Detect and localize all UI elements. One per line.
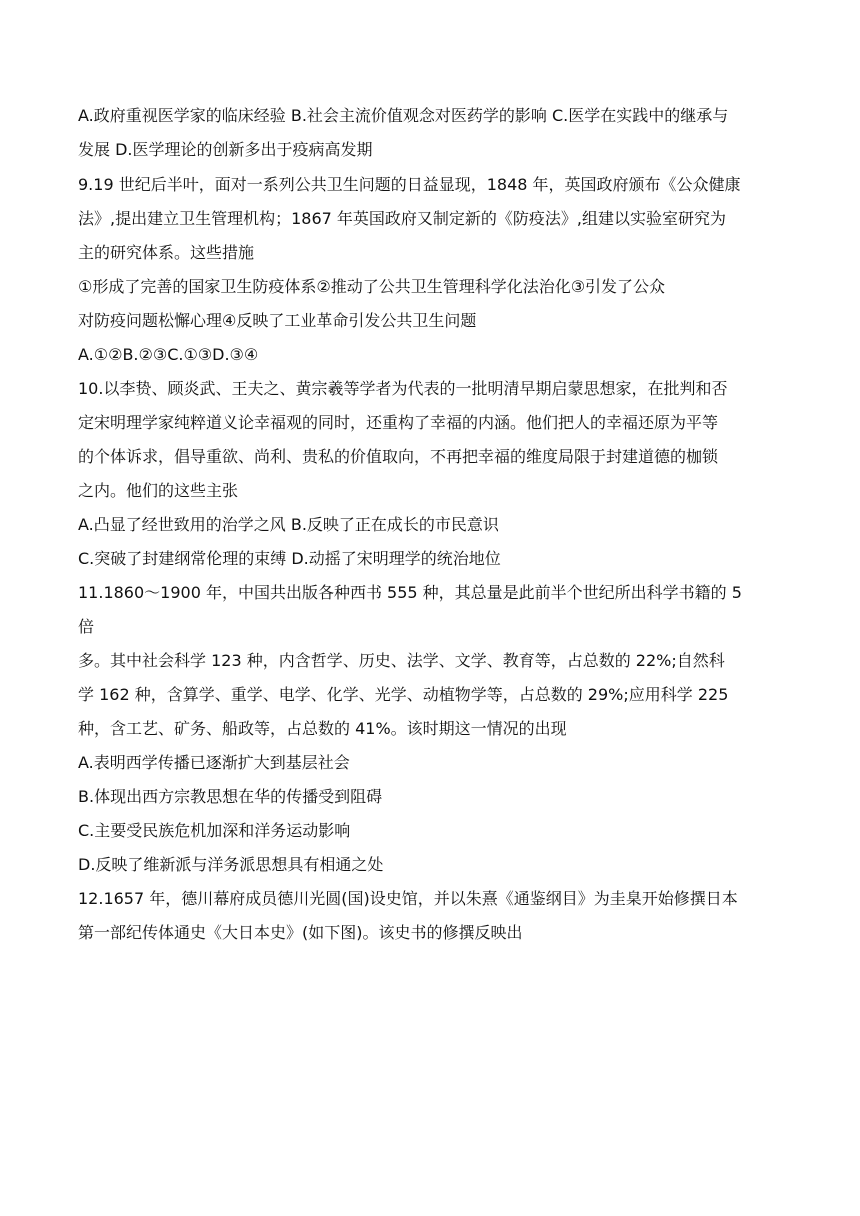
- text-line: 的个体诉求，倡导重欲、尚利、贵私的价值取向，不再把幸福的维度局限于封建道德的枷锁: [78, 447, 719, 466]
- text-line: 种，含工艺、矿务、船政等，占总数的 41%。该时期这一情况的出现: [78, 719, 567, 738]
- text-line: 之内。他们的这些主张: [78, 481, 239, 500]
- text-line: 第一部纪传体通史《大日本史》(如下图)。该史书的修撰反映出: [78, 923, 523, 942]
- text-line: 多。其中社会科学 123 种，内含哲学、历史、法学、文学、教育等，占总数的 22%;自然科: [78, 651, 725, 670]
- option-line: C.突破了封建纲常伦理的束缚 D.动摇了宋明理学的统治地位: [78, 549, 501, 568]
- text-line: 对防疫问题松懈心理④反映了工业革命引发公共卫生问题: [78, 311, 477, 330]
- question-10-stem: 10.以李贽、顾炎武、王夫之、黄宗羲等学者为代表的一批明清早期启蒙思想家，在批判和否: [78, 379, 728, 398]
- option-line: C.主要受民族危机加深和洋务运动影响: [78, 821, 351, 840]
- question-11-stem: 11.1860～1900 年，中国共出版各种西书 555 种，其总量是此前半个世纪所出科学书籍的 5: [78, 583, 742, 602]
- text-line: 主的研究体系。这些措施: [78, 243, 255, 262]
- question-9-stem: 9.19 世纪后半叶，面对一系列公共卫生问题的日益显现，1848 年，英国政府颁布《公众健康: [78, 175, 741, 194]
- question-9-options: A.①②B.②③C.①③D.③④: [78, 345, 259, 364]
- question-12-stem: 12.1657 年，德川幕府成员德川光圆(国)设史馆，并以朱熹《通鉴纲目》为圭臬开始修撰日本: [78, 889, 738, 908]
- text-line: 定宋明理学家纯粹道义论幸福观的同时，还重构了幸福的内涵。他们把人的幸福还原为平等: [78, 413, 719, 432]
- option-line: A.表明西学传播已逐渐扩大到基层社会: [78, 753, 350, 772]
- text-line: 法》,提出建立卫生管理机构；1867 年英国政府又制定新的《防疫法》,组建以实验室研究为: [78, 209, 726, 228]
- text-line: 学 162 种，含算学、重学、电学、化学、光学、动植物学等，占总数的 29%;应用科学 225: [78, 685, 729, 704]
- option-line: B.体现出西方宗教思想在华的传播受到阻碍: [78, 787, 383, 806]
- text-line: 发展 D.医学理论的创新多出于疫病高发期: [78, 140, 373, 159]
- option-line: A.凸显了经世致用的治学之风 B.反映了正在成长的市民意识: [78, 515, 499, 534]
- text-line: ①形成了完善的国家卫生防疫体系②推动了公共卫生管理科学化法治化③引发了公众: [78, 277, 666, 296]
- text-line: 倍: [78, 617, 95, 636]
- text-line: A.政府重视医学家的临床经验 B.社会主流价值观念对医药学的影响 C.医学在实践中的继承与: [78, 106, 729, 125]
- option-line: D.反映了维新派与洋务派思想具有相通之处: [78, 855, 384, 874]
